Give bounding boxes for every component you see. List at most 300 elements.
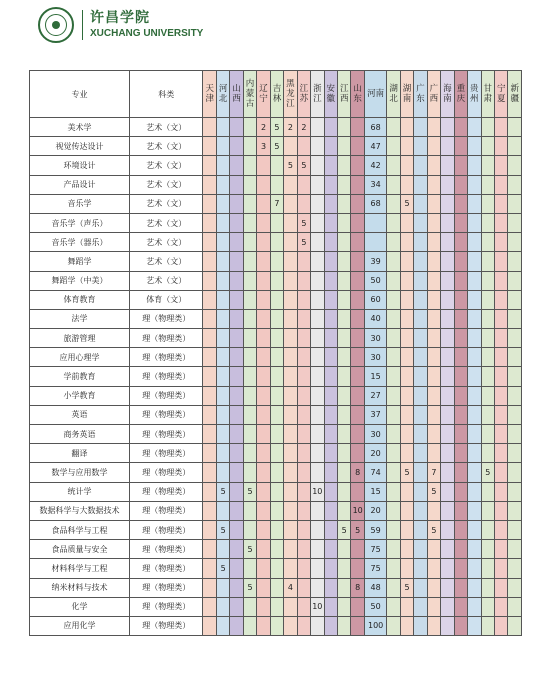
- cell-quota: [243, 233, 256, 252]
- cell-quota: [400, 290, 413, 309]
- cell-quota: [441, 578, 454, 597]
- cell-major: 音乐学（声乐）: [30, 213, 130, 232]
- cell-quota: 40: [364, 309, 386, 328]
- cell-quota: [508, 501, 522, 520]
- cell-quota: 5: [243, 482, 256, 501]
- cell-quota: [284, 194, 297, 213]
- cell-quota: [441, 271, 454, 290]
- cell-quota: [243, 213, 256, 232]
- cell-quota: [270, 405, 283, 424]
- cell-quota: [494, 559, 507, 578]
- cell-quota: [324, 425, 337, 444]
- cell-quota: [297, 405, 310, 424]
- cell-quota: [454, 233, 467, 252]
- cell-quota: [387, 271, 400, 290]
- cell-quota: [338, 194, 351, 213]
- cell-quota: [338, 252, 351, 271]
- cell-quota: [351, 175, 364, 194]
- cell-quota: [454, 559, 467, 578]
- cell-quota: [203, 578, 216, 597]
- cell-quota: [481, 482, 494, 501]
- cell-major: 统计学: [30, 482, 130, 501]
- cell-category: 艺术（文）: [130, 156, 203, 175]
- cell-quota: [414, 501, 427, 520]
- cell-quota: [216, 329, 229, 348]
- cell-major: 材料科学与工程: [30, 559, 130, 578]
- cell-quota: [270, 540, 283, 559]
- cell-quota: 2: [297, 118, 310, 137]
- cell-category: 理（物理类）: [130, 463, 203, 482]
- cell-quota: [230, 425, 243, 444]
- cell-quota: [427, 444, 440, 463]
- cell-quota: [270, 578, 283, 597]
- cell-quota: [351, 367, 364, 386]
- cell-quota: [468, 290, 481, 309]
- cell-quota: [481, 213, 494, 232]
- cell-quota: [508, 118, 522, 137]
- cell-quota: [216, 578, 229, 597]
- cell-quota: [311, 520, 324, 539]
- cell-quota: [297, 252, 310, 271]
- table-row: [30, 559, 522, 578]
- cell-major: 食品质量与安全: [30, 540, 130, 559]
- cell-quota: [311, 540, 324, 559]
- cell-quota: [216, 540, 229, 559]
- cell-quota: [203, 348, 216, 367]
- cell-quota: [230, 118, 243, 137]
- cell-quota: [454, 578, 467, 597]
- cell-quota: [257, 444, 270, 463]
- cell-quota: [400, 616, 413, 635]
- cell-quota: [203, 329, 216, 348]
- cell-quota: [338, 405, 351, 424]
- cell-quota: [311, 616, 324, 635]
- cell-quota: [494, 520, 507, 539]
- cell-category: 理（物理类）: [130, 309, 203, 328]
- cell-quota: [203, 137, 216, 156]
- cell-quota: [481, 405, 494, 424]
- cell-quota: [311, 309, 324, 328]
- cell-quota: [216, 616, 229, 635]
- cell-quota: [216, 233, 229, 252]
- cell-quota: [441, 329, 454, 348]
- cell-quota: 8: [351, 463, 364, 482]
- header-province: 广西: [427, 71, 440, 118]
- cell-quota: 37: [364, 405, 386, 424]
- cell-quota: [364, 233, 386, 252]
- cell-quota: [441, 156, 454, 175]
- cell-quota: [230, 213, 243, 232]
- cell-quota: [468, 482, 481, 501]
- cell-quota: [468, 348, 481, 367]
- cell-quota: [230, 271, 243, 290]
- cell-quota: [427, 137, 440, 156]
- cell-quota: [257, 501, 270, 520]
- cell-quota: [311, 175, 324, 194]
- cell-quota: [297, 137, 310, 156]
- cell-quota: 5: [216, 559, 229, 578]
- cell-quota: [284, 309, 297, 328]
- cell-quota: [400, 540, 413, 559]
- cell-quota: [324, 367, 337, 386]
- cell-quota: [414, 367, 427, 386]
- cell-quota: [243, 156, 256, 175]
- cell-quota: [216, 118, 229, 137]
- cell-quota: [454, 616, 467, 635]
- cell-quota: [427, 386, 440, 405]
- cell-quota: [243, 597, 256, 616]
- cell-quota: [414, 175, 427, 194]
- cell-quota: [494, 348, 507, 367]
- cell-quota: [414, 444, 427, 463]
- cell-quota: [203, 540, 216, 559]
- header-province: 海南: [441, 71, 454, 118]
- table-row: [30, 252, 522, 271]
- cell-quota: [324, 616, 337, 635]
- cell-category: 理（物理类）: [130, 425, 203, 444]
- cell-quota: [324, 444, 337, 463]
- cell-quota: 59: [364, 520, 386, 539]
- cell-quota: [338, 118, 351, 137]
- cell-quota: [481, 348, 494, 367]
- cell-quota: [414, 425, 427, 444]
- cell-quota: [441, 597, 454, 616]
- cell-quota: [454, 501, 467, 520]
- cell-quota: [508, 252, 522, 271]
- cell-quota: [414, 405, 427, 424]
- cell-quota: [454, 463, 467, 482]
- cell-quota: [270, 482, 283, 501]
- cell-quota: [284, 616, 297, 635]
- cell-quota: [257, 463, 270, 482]
- cell-quota: [494, 271, 507, 290]
- cell-quota: [400, 367, 413, 386]
- cell-quota: 5: [400, 194, 413, 213]
- cell-major: 视觉传达设计: [30, 137, 130, 156]
- table-row: [30, 290, 522, 309]
- cell-quota: [338, 175, 351, 194]
- cell-quota: [284, 425, 297, 444]
- header-province: 宁夏: [494, 71, 507, 118]
- cell-quota: 5: [216, 520, 229, 539]
- cell-quota: [494, 156, 507, 175]
- cell-quota: 5: [400, 463, 413, 482]
- table-row: [30, 329, 522, 348]
- cell-quota: [468, 559, 481, 578]
- cell-quota: [297, 367, 310, 386]
- cell-quota: [481, 156, 494, 175]
- cell-quota: [243, 348, 256, 367]
- table-row: [30, 156, 522, 175]
- cell-quota: [216, 444, 229, 463]
- cell-quota: [494, 290, 507, 309]
- cell-quota: 5: [297, 156, 310, 175]
- cell-quota: [494, 386, 507, 405]
- cell-quota: [387, 597, 400, 616]
- cell-quota: [257, 616, 270, 635]
- cell-quota: [297, 578, 310, 597]
- cell-quota: [203, 616, 216, 635]
- cell-quota: [324, 175, 337, 194]
- cell-quota: [284, 597, 297, 616]
- cell-quota: [270, 271, 283, 290]
- cell-quota: [284, 405, 297, 424]
- table-row: [30, 194, 522, 213]
- cell-quota: [324, 482, 337, 501]
- cell-quota: [494, 540, 507, 559]
- cell-quota: [508, 482, 522, 501]
- cell-quota: [481, 271, 494, 290]
- cell-quota: [311, 252, 324, 271]
- table-row: [30, 597, 522, 616]
- cell-quota: [400, 156, 413, 175]
- header-province: 湖南: [400, 71, 413, 118]
- cell-quota: [441, 233, 454, 252]
- cell-quota: [216, 597, 229, 616]
- cell-category: 体育（文）: [130, 290, 203, 309]
- cell-quota: 34: [364, 175, 386, 194]
- cell-quota: 5: [284, 156, 297, 175]
- cell-quota: [297, 482, 310, 501]
- cell-quota: [414, 616, 427, 635]
- cell-quota: [297, 329, 310, 348]
- cell-quota: [243, 616, 256, 635]
- cell-major: 舞蹈学（中美）: [30, 271, 130, 290]
- cell-quota: [257, 233, 270, 252]
- cell-quota: [324, 463, 337, 482]
- header-province: 内蒙古: [243, 71, 256, 118]
- cell-quota: [284, 386, 297, 405]
- cell-quota: 3: [257, 137, 270, 156]
- cell-quota: [414, 559, 427, 578]
- cell-quota: [468, 271, 481, 290]
- cell-major: 食品科学与工程: [30, 520, 130, 539]
- cell-quota: [414, 156, 427, 175]
- cell-quota: [387, 367, 400, 386]
- cell-quota: [284, 520, 297, 539]
- cell-quota: [230, 405, 243, 424]
- cell-quota: [494, 463, 507, 482]
- cell-quota: [454, 290, 467, 309]
- cell-quota: [441, 175, 454, 194]
- cell-major: 化学: [30, 597, 130, 616]
- cell-quota: [270, 252, 283, 271]
- cell-category: 理（物理类）: [130, 386, 203, 405]
- header-province: 重庆: [454, 71, 467, 118]
- cell-quota: [387, 559, 400, 578]
- cell-quota: [387, 233, 400, 252]
- cell-quota: [427, 213, 440, 232]
- cell-quota: [243, 559, 256, 578]
- cell-quota: [468, 329, 481, 348]
- table-row: [30, 425, 522, 444]
- cell-quota: [351, 444, 364, 463]
- cell-category: 理（物理类）: [130, 540, 203, 559]
- cell-quota: [203, 213, 216, 232]
- cell-quota: [494, 118, 507, 137]
- cell-quota: [324, 386, 337, 405]
- cell-quota: [468, 616, 481, 635]
- table-row: [30, 482, 522, 501]
- cell-quota: [494, 213, 507, 232]
- cell-quota: [284, 540, 297, 559]
- header-province: 浙江: [311, 71, 324, 118]
- cell-quota: [351, 252, 364, 271]
- cell-quota: 5: [427, 520, 440, 539]
- cell-quota: [454, 348, 467, 367]
- cell-quota: [311, 405, 324, 424]
- cell-quota: [441, 501, 454, 520]
- cell-quota: 5: [216, 482, 229, 501]
- cell-quota: [324, 578, 337, 597]
- cell-quota: [387, 444, 400, 463]
- cell-quota: [338, 367, 351, 386]
- cell-major: 英语: [30, 405, 130, 424]
- cell-quota: [400, 118, 413, 137]
- cell-quota: [414, 252, 427, 271]
- cell-quota: [338, 137, 351, 156]
- cell-quota: [324, 233, 337, 252]
- cell-major: 应用心理学: [30, 348, 130, 367]
- cell-quota: 74: [364, 463, 386, 482]
- cell-category: 理（物理类）: [130, 616, 203, 635]
- cell-quota: [414, 271, 427, 290]
- cell-quota: [203, 156, 216, 175]
- cell-quota: [216, 367, 229, 386]
- cell-quota: [203, 309, 216, 328]
- cell-quota: [203, 520, 216, 539]
- cell-quota: [270, 290, 283, 309]
- cell-quota: [311, 348, 324, 367]
- cell-quota: [494, 578, 507, 597]
- cell-quota: [338, 309, 351, 328]
- cell-quota: 2: [257, 118, 270, 137]
- cell-category: 理（物理类）: [130, 520, 203, 539]
- cell-quota: [324, 290, 337, 309]
- cell-quota: [297, 175, 310, 194]
- cell-quota: [257, 559, 270, 578]
- cell-quota: [387, 118, 400, 137]
- cell-quota: [230, 559, 243, 578]
- cell-quota: [338, 271, 351, 290]
- cell-quota: [270, 520, 283, 539]
- cell-quota: [257, 271, 270, 290]
- cell-quota: [257, 156, 270, 175]
- cell-quota: [414, 233, 427, 252]
- cell-quota: [230, 309, 243, 328]
- cell-quota: [387, 290, 400, 309]
- cell-quota: [270, 425, 283, 444]
- cell-quota: [284, 252, 297, 271]
- cell-quota: 15: [364, 482, 386, 501]
- cell-quota: [297, 348, 310, 367]
- cell-quota: [481, 425, 494, 444]
- cell-quota: 5: [270, 118, 283, 137]
- cell-quota: [230, 386, 243, 405]
- cell-quota: [454, 118, 467, 137]
- header-province: 江西: [338, 71, 351, 118]
- cell-quota: [297, 386, 310, 405]
- cell-quota: [468, 175, 481, 194]
- cell-major: 音乐学（器乐）: [30, 233, 130, 252]
- cell-quota: [454, 444, 467, 463]
- cell-quota: [400, 348, 413, 367]
- cell-quota: [414, 597, 427, 616]
- cell-quota: [230, 616, 243, 635]
- cell-quota: [338, 444, 351, 463]
- cell-quota: [270, 444, 283, 463]
- cell-quota: [230, 252, 243, 271]
- cell-major: 应用化学: [30, 616, 130, 635]
- cell-quota: [297, 290, 310, 309]
- cell-quota: [338, 597, 351, 616]
- cell-quota: 5: [338, 520, 351, 539]
- cell-quota: [387, 252, 400, 271]
- cell-quota: [230, 520, 243, 539]
- header-province: 山西: [230, 71, 243, 118]
- cell-category: 理（物理类）: [130, 329, 203, 348]
- cell-quota: [414, 578, 427, 597]
- header-province: 安徽: [324, 71, 337, 118]
- cell-quota: [243, 309, 256, 328]
- cell-quota: [230, 367, 243, 386]
- cell-major: 体育教育: [30, 290, 130, 309]
- cell-quota: [508, 597, 522, 616]
- cell-quota: [427, 425, 440, 444]
- cell-quota: [494, 501, 507, 520]
- cell-quota: [427, 405, 440, 424]
- cell-quota: [400, 559, 413, 578]
- cell-quota: [414, 309, 427, 328]
- cell-quota: [414, 213, 427, 232]
- cell-quota: [230, 233, 243, 252]
- cell-quota: [270, 501, 283, 520]
- cell-quota: [216, 252, 229, 271]
- cell-quota: [297, 559, 310, 578]
- cell-quota: 5: [351, 520, 364, 539]
- cell-quota: [387, 578, 400, 597]
- cell-quota: [387, 501, 400, 520]
- cell-major: 纳米材料与技术: [30, 578, 130, 597]
- cell-quota: [494, 425, 507, 444]
- cell-quota: [481, 329, 494, 348]
- cell-quota: [284, 367, 297, 386]
- cell-quota: [230, 348, 243, 367]
- cell-quota: 27: [364, 386, 386, 405]
- cell-quota: 5: [481, 463, 494, 482]
- cell-quota: [508, 386, 522, 405]
- cell-quota: [324, 252, 337, 271]
- cell-quota: [311, 194, 324, 213]
- cell-quota: [257, 425, 270, 444]
- cell-quota: [324, 137, 337, 156]
- cell-quota: [243, 520, 256, 539]
- cell-quota: [297, 425, 310, 444]
- cell-quota: [243, 367, 256, 386]
- cell-quota: [351, 405, 364, 424]
- header-province: 天津: [203, 71, 216, 118]
- cell-major: 小学教育: [30, 386, 130, 405]
- cell-quota: [257, 597, 270, 616]
- cell-quota: [481, 559, 494, 578]
- cell-quota: [351, 559, 364, 578]
- cell-quota: [441, 309, 454, 328]
- cell-quota: [468, 520, 481, 539]
- header-province: 山东: [351, 71, 364, 118]
- cell-quota: [481, 444, 494, 463]
- cell-quota: [481, 175, 494, 194]
- school-name-cn: 许昌学院: [90, 10, 150, 26]
